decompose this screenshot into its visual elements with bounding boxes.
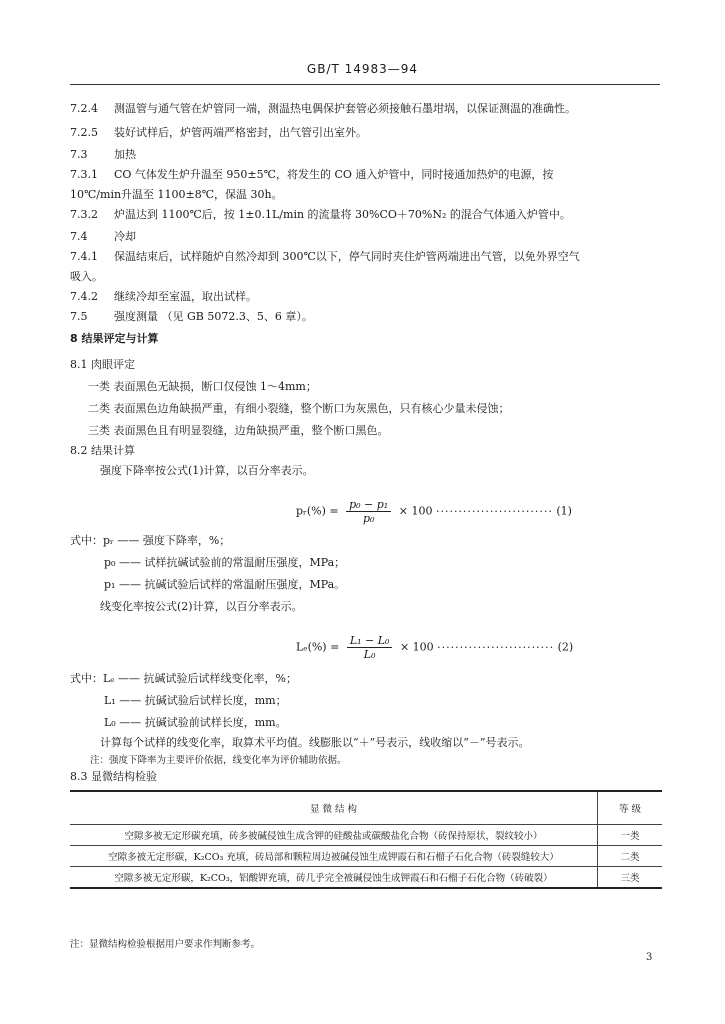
table-row <box>70 867 662 889</box>
header-rule <box>70 84 660 85</box>
formula-1 <box>296 498 572 525</box>
clause-number: 7.3.1 <box>70 168 98 181</box>
clause-text: 10℃/min升温至 1100±8℃，保温 30h。 <box>70 188 283 201</box>
table-cell-grade: 三类 <box>598 867 663 889</box>
clause-text: 保温结束后，试样随炉自然冷却到 300℃以下，停气同时夹住炉管两端进出气管，以免外界空气 <box>114 250 580 263</box>
clause-text: 吸入。 <box>70 270 103 283</box>
formula-2-fraction <box>347 634 393 661</box>
where-p-0: p₀ —— 试样抗碱试验前的常温耐压强度，MPa； <box>104 556 346 569</box>
clause-line <box>70 124 367 140</box>
table-header-row <box>70 791 662 825</box>
clause-line <box>70 146 136 162</box>
clause-line <box>70 288 257 304</box>
grade-item-2: 二类 表面黑色边角缺损严重，有细小裂缝，整个断口为灰黑色，只有核心少量未侵蚀； <box>88 402 510 415</box>
section-8-title: 8 结果评定与计算 <box>70 332 159 345</box>
table-cell-grade: 二类 <box>598 846 663 867</box>
grade-item-3: 三类 表面黑色且有明显裂缝，边角缺损严重，整个断口黑色。 <box>88 424 389 437</box>
table-cell-structure: 空隙多被无定形碳，K₂CO₃ 充填，砖局部和颗粒周边被碱侵蚀生成钾霞石和石榴子石化合物（砖裂缝较大） <box>70 846 598 867</box>
page-number: 3 <box>646 952 653 963</box>
clause-text: 强度测量 （见 GB 5072.3、5、6 章）。 <box>114 310 313 323</box>
clause-line <box>70 100 576 116</box>
table-row <box>70 825 662 846</box>
formula-2-denominator: L₀ <box>363 648 376 661</box>
where-l-e: 式中：Lₑ —— 抗碱试验后试样线变化率，%； <box>70 672 298 685</box>
clause-number: 7.2.5 <box>70 126 98 139</box>
formula-2-lhs: Lₑ(%) = <box>296 640 340 654</box>
formula-1-intro: 强度下降率按公式(1)计算，以百分率表示。 <box>100 464 314 477</box>
formula-2-intro: 线变化率按公式(2)计算，以百分率表示。 <box>100 600 303 613</box>
section-8-1-title: 8.1 肉眼评定 <box>70 358 135 371</box>
table-header-structure: 显 微 结 构 <box>70 791 598 825</box>
formula-2-number: (2) <box>557 640 574 654</box>
clause-line <box>70 228 136 244</box>
formula-1-leader: ·························· <box>435 504 553 518</box>
where-l-0: L₀ —— 抗碱试验前试样长度，mm。 <box>104 716 287 729</box>
where-p-1: p₁ —— 抗碱试验后试样的常温耐压强度，MPa。 <box>104 578 346 591</box>
clause-number: 7.3.2 <box>70 208 98 221</box>
clause-number: 7.3 <box>70 148 88 161</box>
clause-text: CO 气体发生炉升温至 950±5℃，将发生的 CO 通入炉管中，同时接通加热炉的电源，按 <box>114 168 554 181</box>
page-header: GB/T 14983—94 <box>306 62 419 76</box>
formula-1-denominator: p₀ <box>362 512 375 525</box>
formula-1-lhs: pᵣ(%) = <box>296 504 339 518</box>
section-8-2-title: 8.2 结果计算 <box>70 444 135 457</box>
table-header-grade: 等 级 <box>598 791 663 825</box>
clause-number: 7.5 <box>70 310 88 323</box>
clause-number: 7.4.1 <box>70 250 98 263</box>
microstructure-table <box>70 790 662 889</box>
clause-line <box>70 308 313 324</box>
clause-line <box>70 248 580 264</box>
clause-line <box>70 186 283 202</box>
where-l-1: L₁ —— 抗碱试验后试样长度，mm； <box>104 694 287 707</box>
where-p-r: 式中：pᵣ —— 强度下降率，%； <box>70 534 231 547</box>
table-cell-structure: 空隙多被无定形碳充填，砖多被碱侵蚀生成含钾的硅酸盐或碳酸盐化合物（砖保持原状，裂纹较小） <box>70 825 598 846</box>
table-cell-structure: 空隙多被无定形碳，K₂CO₃，铝酸钾充填，砖几乎完全被碱侵蚀生成钾霞石和石榴子石化合物（砖破裂） <box>70 867 598 889</box>
section-8-3-title: 8.3 显微结构检验 <box>70 770 157 783</box>
formula-2 <box>296 634 573 661</box>
clause-text: 测温管与通气管在炉管同一端，测温热电偶保护套管必须接触石墨坩埚，以保证测温的准确性。 <box>114 102 576 115</box>
formula-2-tail: × 100 <box>399 640 434 654</box>
clause-text: 炉温达到 1100℃后，按 1±0.1L/min 的流量将 30%CO＋70%N₂ 的混合气体通入炉管中。 <box>114 208 571 221</box>
clause-text: 装好试样后，炉管两端严格密封，出气管引出室外。 <box>114 126 367 139</box>
clause-line <box>70 268 103 284</box>
formula-2-leader: ·························· <box>437 640 555 654</box>
note-8-3: 注：显微结构检验根据用户要求作判断参考。 <box>70 939 261 950</box>
formula-1-fraction <box>346 498 391 525</box>
clause-number: 7.2.4 <box>70 102 98 115</box>
clause-number: 7.4 <box>70 230 88 243</box>
formula-1-tail: × 100 <box>398 504 433 518</box>
note-8-2: 注：强度下降率为主要评价依据，线变化率为评价辅助依据。 <box>90 755 347 766</box>
formula-1-numerator: p₀ − p₁ <box>346 498 391 512</box>
clause-text: 冷却 <box>114 230 136 243</box>
clause-text: 加热 <box>114 148 136 161</box>
formula-1-number: (1) <box>556 504 572 518</box>
formula-2-numerator: L₁ − L₀ <box>347 634 393 648</box>
clause-text: 继续冷却至室温，取出试样。 <box>114 290 257 303</box>
calc-text: 计算每个试样的线变化率，取算术平均值。线膨胀以“＋”号表示，线收缩以“－”号表示。 <box>100 736 530 749</box>
clause-line <box>70 206 571 222</box>
clause-line <box>70 166 553 182</box>
table-cell-grade: 一类 <box>598 825 663 846</box>
grade-item-1: 一类 表面黑色无缺损，断口仅侵蚀 1～4mm； <box>88 380 317 393</box>
clause-number: 7.4.2 <box>70 290 98 303</box>
table-row <box>70 846 662 867</box>
